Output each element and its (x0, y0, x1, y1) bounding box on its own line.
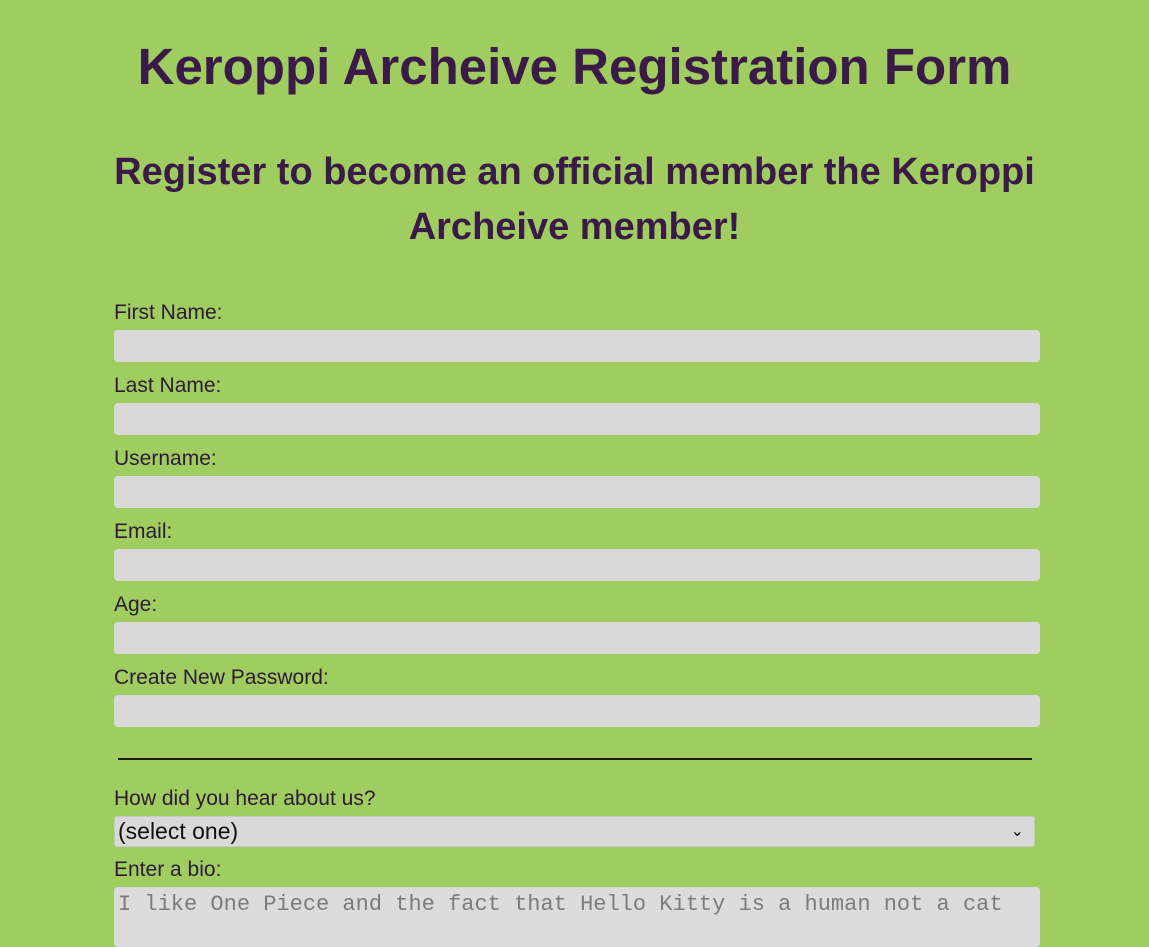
email-input[interactable] (114, 549, 1040, 581)
form-divider (118, 758, 1032, 760)
referral-selected-value: (select one) (118, 818, 239, 844)
username-label: Username: (114, 447, 217, 470)
bio-textarea[interactable]: I like One Piece and the fact that Hello Kitty is a human not a cat (114, 887, 1040, 947)
email-label: Email: (114, 520, 173, 543)
age-input[interactable] (114, 622, 1040, 654)
password-input[interactable] (114, 695, 1040, 727)
referral-select[interactable] (114, 816, 1035, 847)
referral-label: How did you hear about us? (114, 787, 376, 810)
username-input[interactable] (114, 476, 1040, 508)
last-name-input[interactable] (114, 403, 1040, 435)
last-name-label: Last Name: (114, 374, 222, 397)
age-label: Age: (114, 593, 158, 616)
first-name-label: First Name: (114, 301, 223, 324)
first-name-input[interactable] (114, 330, 1040, 362)
page-title: Keroppi Archeive Registration Form (137, 38, 1012, 95)
password-label: Create New Password: (114, 666, 329, 689)
bio-label: Enter a bio: (114, 858, 222, 881)
page-subtitle: Register to become an official member the Keroppi Archeive member! (114, 151, 1035, 248)
chevron-down-icon: ⌄ (1010, 823, 1024, 840)
registration-form (114, 298, 1040, 947)
